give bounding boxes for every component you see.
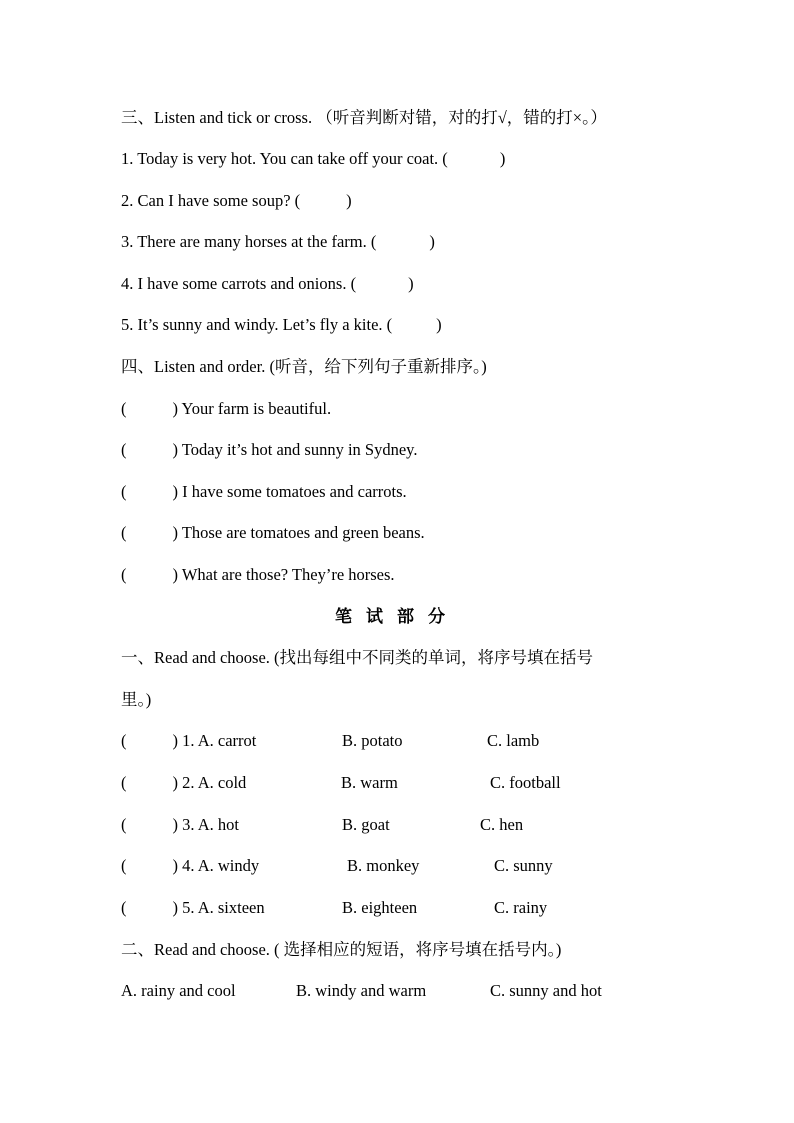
close-paren: ) — [172, 856, 178, 875]
open-paren: ( — [121, 773, 127, 792]
item-text: Today it’s hot and sunny in Sydney. — [181, 440, 418, 459]
close-paren: ) — [172, 565, 178, 584]
choose-item-3 — [121, 815, 621, 835]
option-a: 4. A. windy — [182, 856, 260, 875]
close-paren: ) — [429, 232, 435, 251]
option-b: B. goat — [342, 815, 390, 834]
order-item-2 — [121, 440, 417, 460]
open-paren: ( — [121, 399, 127, 418]
choose-item-2 — [121, 773, 621, 793]
item-text: 4. I have some carrots and onions. ( — [121, 274, 357, 293]
option-c: C. football — [490, 773, 561, 792]
item-text: 2. Can I have some soup? ( — [121, 191, 301, 210]
tick-cross-item-3 — [121, 232, 435, 252]
item-text: I have some tomatoes and carrots. — [182, 482, 407, 501]
section-4-heading: 四、Listen and order. (听音，给下列句子重新排序。) — [121, 357, 487, 376]
open-paren: ( — [121, 815, 127, 834]
close-paren: ) — [172, 482, 178, 501]
item-text: Your farm is beautiful. — [181, 399, 332, 418]
order-item-1 — [121, 399, 331, 419]
item-text: 3. There are many horses at the farm. ( — [121, 232, 377, 251]
close-paren: ) — [172, 731, 178, 750]
close-paren: ) — [408, 274, 414, 293]
open-paren: ( — [121, 731, 127, 750]
close-paren: ) — [172, 523, 178, 542]
option-b: B. potato — [342, 731, 403, 750]
option-a: 5. A. sixteen — [182, 898, 265, 917]
tick-cross-item-5 — [121, 315, 442, 335]
option-b: B. eighteen — [342, 898, 418, 917]
open-paren: ( — [121, 565, 127, 584]
order-item-3 — [121, 482, 407, 502]
item-text: Those are tomatoes and green beans. — [181, 523, 425, 542]
phrase-option-b: B. windy and warm — [296, 981, 427, 1000]
section-1-heading-line2: 里。) — [121, 690, 152, 709]
open-paren: ( — [121, 898, 127, 917]
close-paren: ) — [172, 898, 178, 917]
section-3-heading: 三、Listen and tick or cross. （听音判断对错，对的打√，错的打×。） — [121, 108, 607, 127]
option-c: C. lamb — [487, 731, 540, 750]
open-paren: ( — [121, 523, 127, 542]
option-a: 1. A. carrot — [182, 731, 257, 750]
item-text: 5. It’s sunny and windy. Let’s fly a kite. ( — [121, 315, 393, 334]
tick-cross-item-2 — [121, 191, 352, 211]
option-a: 2. A. cold — [182, 773, 247, 792]
option-c: C. hen — [480, 815, 524, 834]
close-paren: ) — [172, 815, 178, 834]
close-paren: ) — [499, 149, 506, 168]
choose-item-1 — [121, 731, 621, 751]
choose-item-4 — [121, 856, 621, 876]
order-item-5 — [121, 565, 395, 585]
phrase-option-c: C. sunny and hot — [490, 981, 602, 1000]
open-paren: ( — [121, 482, 127, 501]
option-b: B. warm — [341, 773, 398, 792]
tick-cross-item-1 — [121, 149, 505, 169]
section-1-heading-line1: 一、Read and choose. (找出每组中不同类的单词，将序号填在括号 — [121, 648, 594, 667]
phrase-option-a: A. rainy and cool — [121, 981, 236, 1000]
close-paren: ) — [172, 399, 178, 418]
close-paren: ) — [436, 315, 442, 334]
close-paren: ) — [172, 773, 178, 792]
item-text: 1. Today is very hot. You can take off your coat. ( — [121, 149, 448, 168]
item-text: What are those? They’re horses. — [181, 565, 395, 584]
option-a: 3. A. hot — [182, 815, 239, 834]
option-c: C. sunny — [494, 856, 553, 875]
close-paren: ) — [172, 440, 178, 459]
option-c: C. rainy — [494, 898, 548, 917]
option-b: B. monkey — [347, 856, 420, 875]
close-paren: ) — [346, 191, 352, 210]
order-item-4 — [121, 523, 425, 543]
choose-item-5 — [121, 898, 621, 918]
tick-cross-item-4 — [121, 274, 414, 294]
open-paren: ( — [121, 440, 127, 459]
open-paren: ( — [121, 856, 127, 875]
section-2-heading: 二、Read and choose. ( 选择相应的短语，将序号填在括号内。) — [121, 940, 562, 959]
written-part-title: 笔试部分 — [335, 607, 459, 626]
